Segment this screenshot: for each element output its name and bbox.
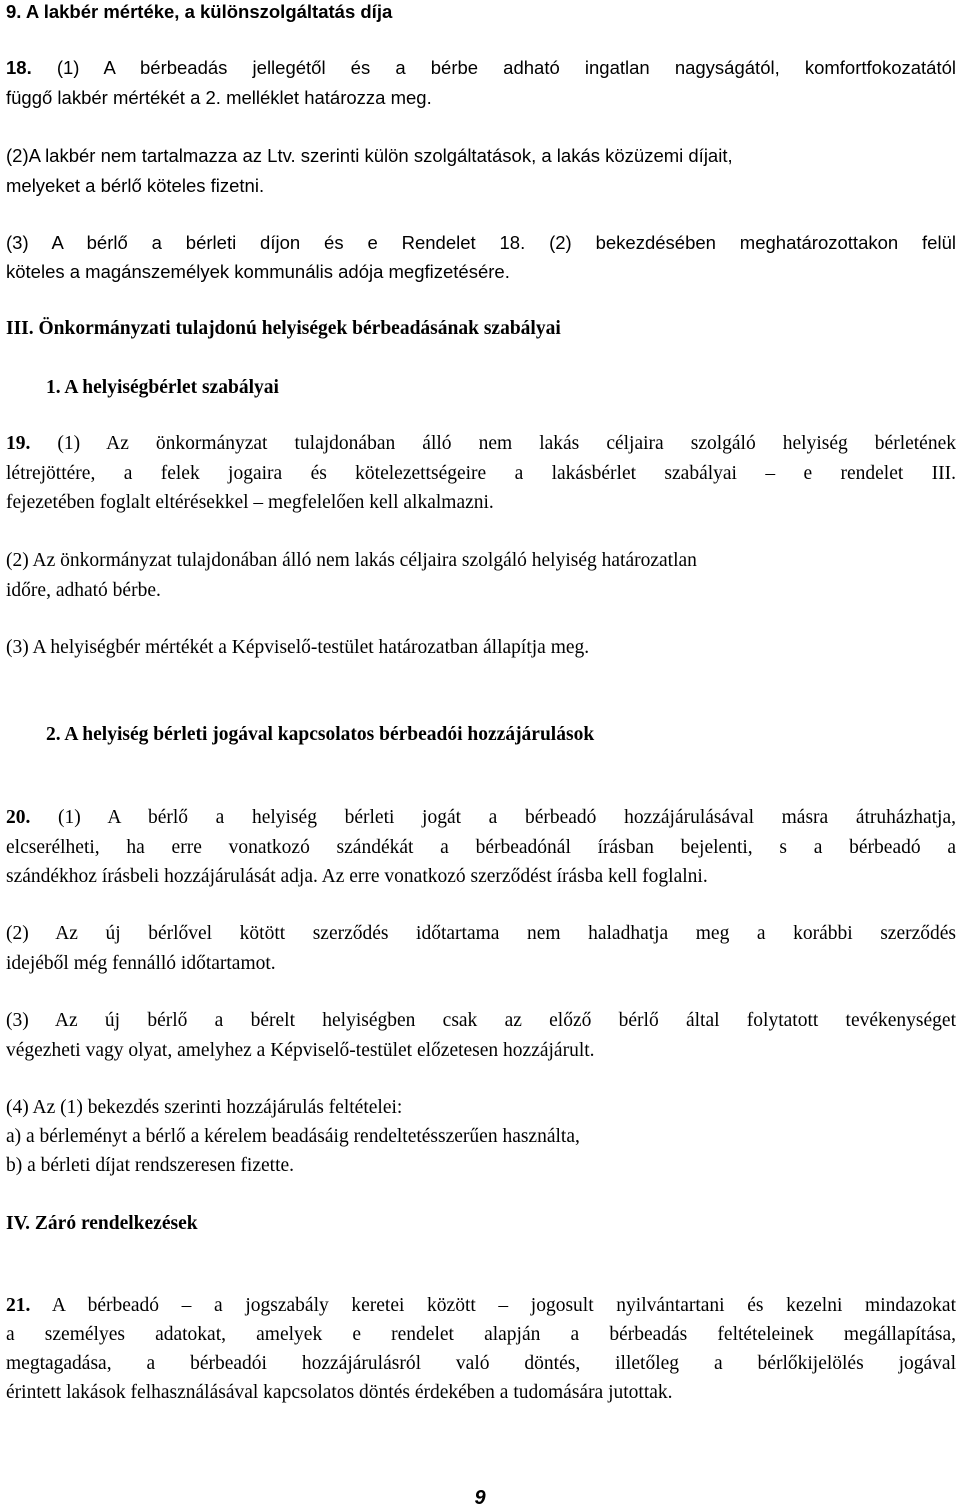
paragraph-line: (2) Az önkormányzat tulajdonában álló nem lakás céljaira szolgáló helyiség határozatlan (6, 550, 697, 571)
paragraph-line: végezheti vagy olyat, amelyhez a Képviselő-testület előzetesen hozzájárult. (6, 1040, 595, 1061)
list-item: a) a bérleményt a bérlő a kérelem beadásáig rendeltetésszerűen használta, (6, 1126, 580, 1147)
paragraph-number: 21. (6, 1295, 31, 1316)
paragraph-line: a személyes adatokat, amelyek e rendelet alapján a bérbeadás feltételeinek megállapítása, (6, 1324, 956, 1345)
paragraph-number: 18. (6, 57, 32, 78)
paragraph-number: 20. (6, 807, 31, 828)
paragraph-line: idejéből még fennálló időtartamot. (6, 953, 276, 974)
paragraph-line: fejezetében foglalt eltérésekkel – megfelelően kell alkalmazni. (6, 492, 494, 513)
paragraph-line: függő lakbér mértékét a 2. melléklet határozza meg. (6, 87, 432, 108)
chapter-heading: III. Önkormányzati tulajdonú helyiségek bérbeadásának szabályai (6, 318, 561, 339)
paragraph-line: (2)A lakbér nem tartalmazza az Ltv. szerinti külön szolgáltatások, a lakás közüzemi díjait, (6, 145, 733, 166)
paragraph-line (6, 432, 956, 456)
paragraph-line: megtagadása, a bérbeadói hozzájárulásról való döntés, illetőleg a bérlőkijelölés jogával (6, 1353, 956, 1374)
list-item: b) a bérleti díjat rendszeresen fizette. (6, 1155, 295, 1176)
paragraph-line: köteles a magánszemélyek kommunális adója megfizetésére. (6, 261, 510, 282)
subsection-heading: 1. A helyiségbérlet szabályai (46, 377, 279, 398)
paragraph-text: (1) A bérlő a helyiség bérleti jogát a bérbeadó hozzájárulásával másra átruházhatja, (30, 807, 956, 828)
section-heading: 9. A lakbér mértéke, a különszolgáltatás díja (6, 1, 393, 22)
paragraph-line (6, 806, 956, 830)
paragraph-line (6, 56, 956, 80)
subsection-heading: 2. A helyiség bérleti jogával kapcsolatos bérbeadói hozzájárulások (46, 724, 595, 745)
page-number: 9 (474, 1487, 486, 1509)
paragraph-line: szándékhoz írásbeli hozzájárulását adja. Az erre vonatkozó szerződést írásba kell foglalni. (6, 866, 708, 887)
paragraph-text: A bérbeadó – a jogszabály keretei között – jogosult nyilvántartani és kezelni mindazokat (30, 1295, 956, 1316)
paragraph-number: 19. (6, 433, 31, 454)
paragraph-line: (2) Az új bérlővel kötött szerződés időtartama nem haladhatja meg a korábbi szerződés (6, 923, 956, 944)
paragraph-text: (1) A bérbeadás jellegétől és a bérbe adható ingatlan nagyságától, komfortfokozatától (31, 57, 956, 78)
chapter-heading: IV. Záró rendelkezések (6, 1213, 198, 1234)
paragraph-line: érintett lakások felhasználásával kapcsolatos döntés érdekében a tudomására jutottak. (6, 1382, 673, 1403)
paragraph-line: (3) A bérlő a bérleti díjon és e Rendelet 18. (2) bekezdésében meghatározottakon felül (6, 232, 956, 253)
paragraph-line: (3) A helyiségbér mértékét a Képviselő-testület határozatban állapítja meg. (6, 637, 590, 658)
paragraph-line: létrejöttére, a felek jogaira és kötelezettségeire a lakásbérlet szabályai – e rendelet III. (6, 463, 956, 484)
paragraph-line: (3) Az új bérlő a bérelt helyiségben csak az előző bérlő által folytatott tevékenységet (6, 1010, 956, 1031)
paragraph-line: (4) Az (1) bekezdés szerinti hozzájárulás feltételei: (6, 1097, 403, 1118)
paragraph-line: melyeket a bérlő köteles fizetni. (6, 175, 265, 196)
paragraph-line: elcserélheti, ha erre vonatkozó szándékát a bérbeadónál írásban bejelenti, s a bérbeadó a (6, 837, 956, 858)
paragraph-line (6, 1294, 956, 1318)
paragraph-text: (1) Az önkormányzat tulajdonában álló nem lakás céljaira szolgáló helyiség bérletének (30, 433, 956, 454)
paragraph-line: időre, adható bérbe. (6, 580, 161, 601)
